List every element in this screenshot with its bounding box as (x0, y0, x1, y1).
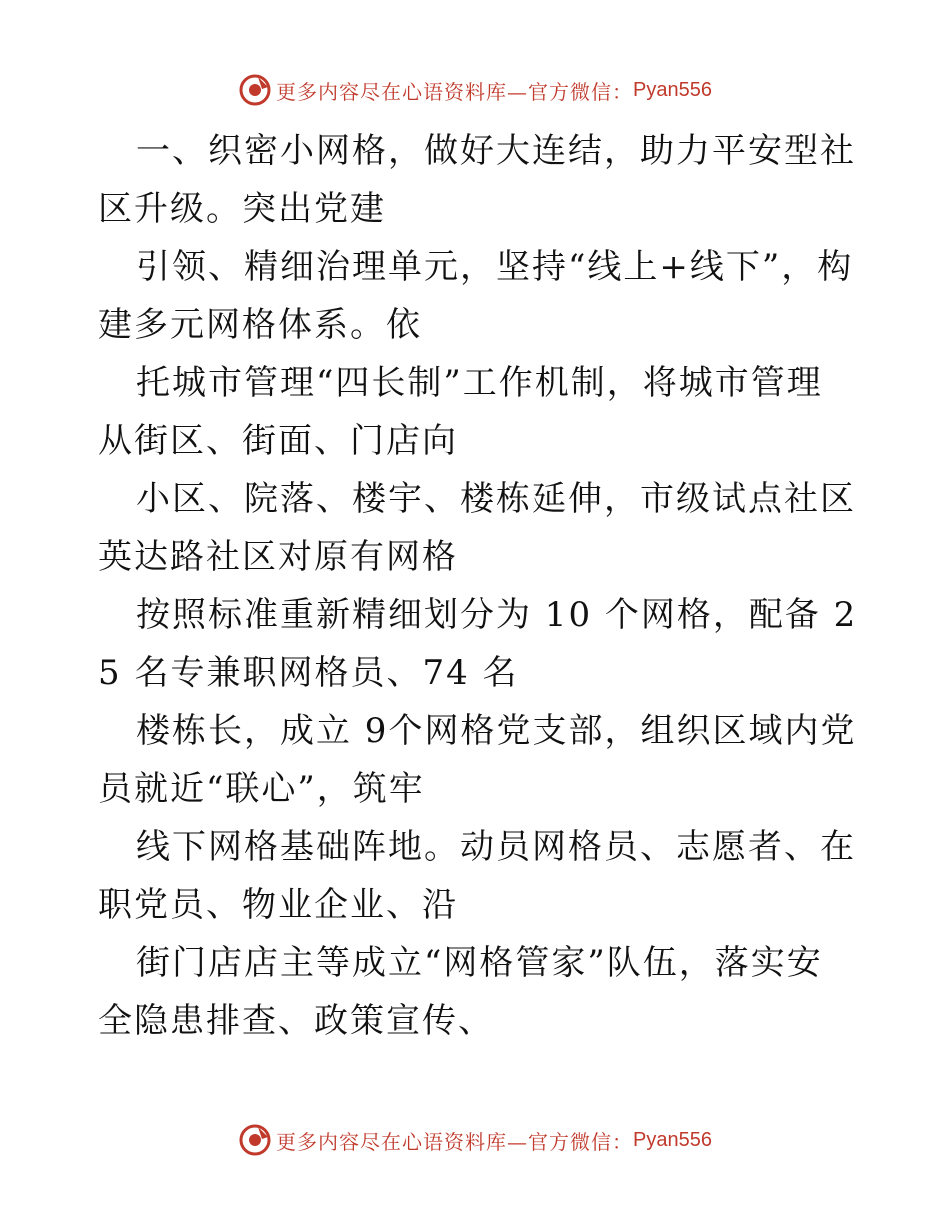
logo-icon (238, 73, 272, 107)
paragraph: 小区、院落、楼宇、楼栋延伸，市级试点社区英达路社区对原有网格 (98, 479, 856, 577)
watermark-text: 更多内容尽在心语资料库—官方微信： (276, 79, 634, 104)
paragraph: 按照标准重新精细划分为 10 个网格，配备 25 名专兼职网格员、74 名 (98, 595, 858, 693)
paragraph: 一、织密小网格，做好大连结，助力平安型社区升级。突出党建 (98, 131, 856, 229)
document-body (98, 122, 858, 1050)
watermark-id: Pyan556 (633, 1128, 712, 1151)
paragraph: 街门店店主等成立“网格管家”队伍，落实安全隐患排查、政策宣传、 (98, 943, 823, 1041)
logo-icon (238, 1123, 272, 1157)
watermark-text: 更多内容尽在心语资料库—官方微信： (276, 1129, 634, 1154)
paragraph: 线下网格基础阵地。动员网格员、志愿者、在职党员、物业企业、沿 (98, 827, 856, 925)
watermark-id: Pyan556 (633, 78, 712, 101)
header-watermark (0, 70, 950, 110)
paragraph: 托城市管理“四长制”工作机制，将城市管理从街区、街面、门店向 (98, 363, 823, 461)
footer-watermark (0, 1120, 950, 1160)
paragraph: 楼栋长，成立 9个网格党支部，组织区域内党员就近“联心”，筑牢 (98, 711, 857, 809)
paragraph: 引领、精细治理单元，坚持“线上+线下”，构建多元网格体系。依 (98, 247, 854, 345)
